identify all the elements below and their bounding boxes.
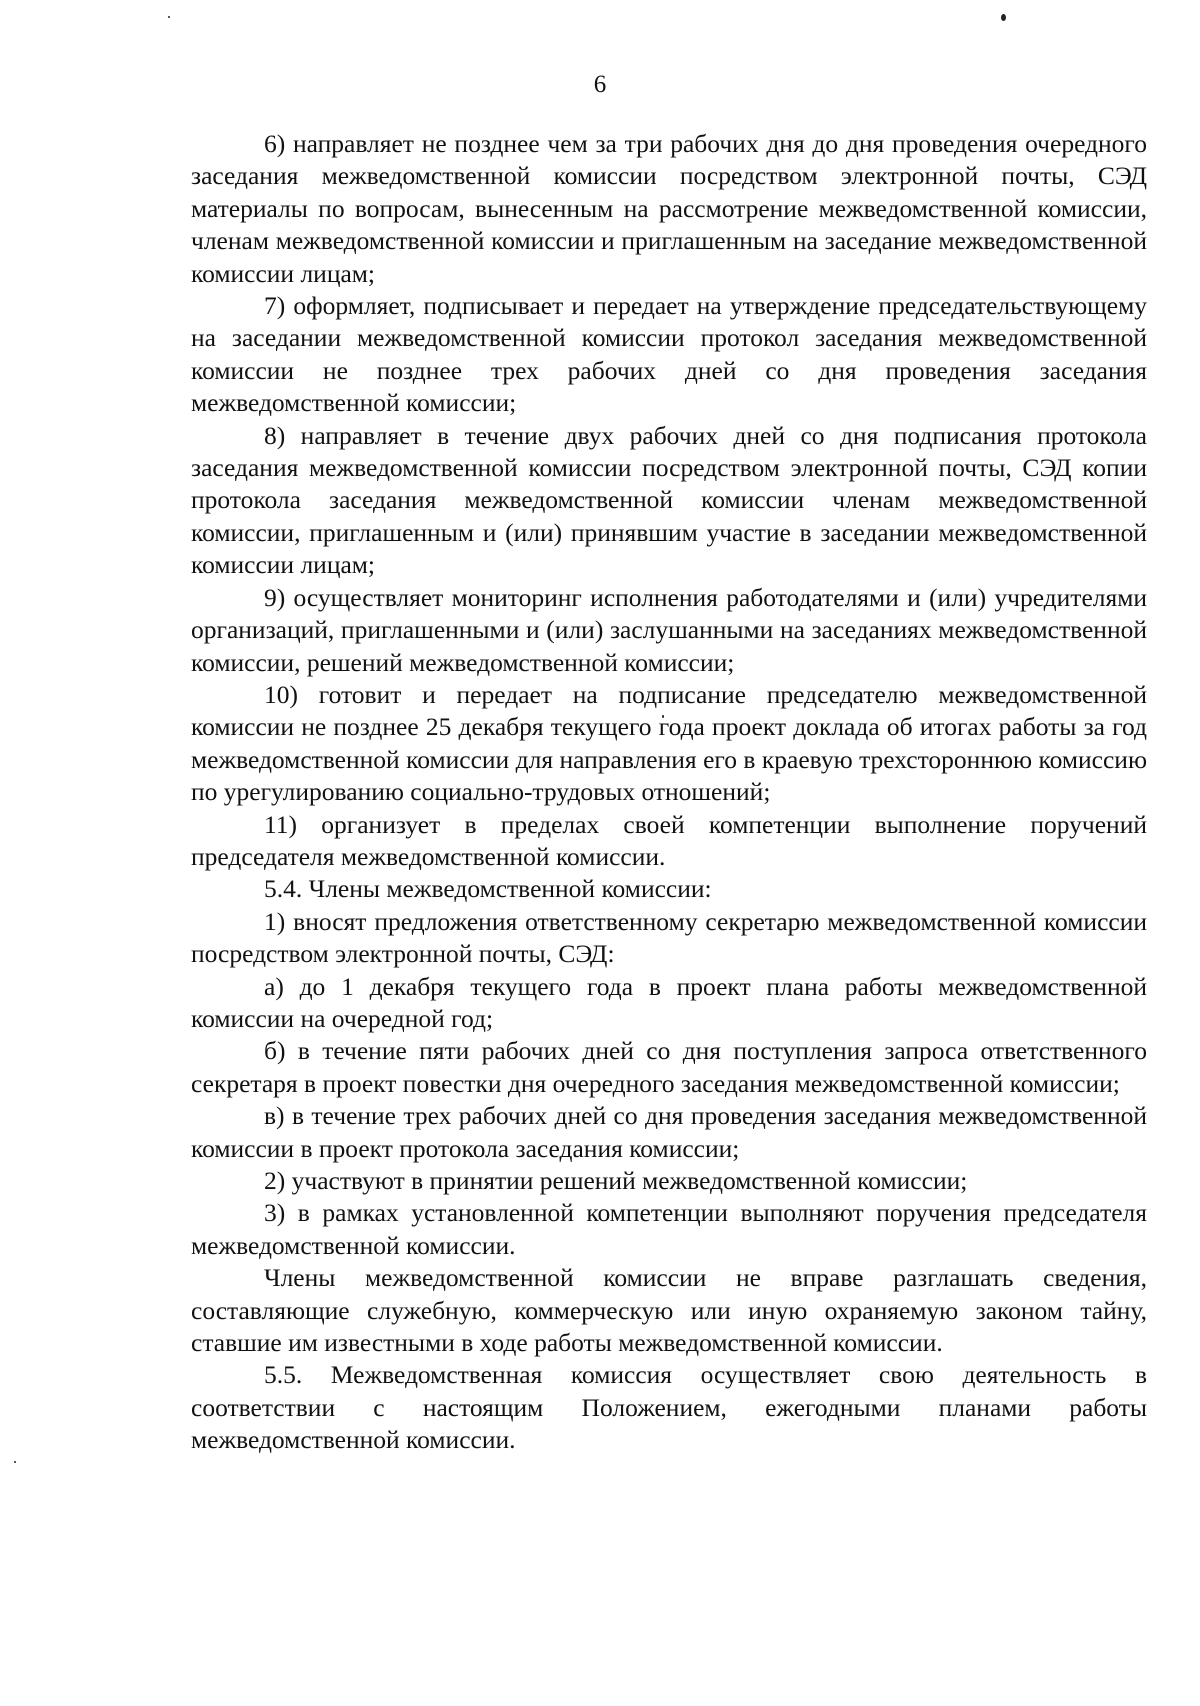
document-body — [191, 128, 1147, 1457]
section-heading-5-4: 5.4. Члены межведомственной комиссии: — [264, 874, 712, 904]
paragraph-item-10: 10) готовит и передает на подписание председателю межведомственной комиссии не позднее 25 декабря текущего года проект доклада об итогах работы за год межведомственной комиссии для направления его в краевую трехстороннюю комиссию по урегулированию социально-трудовых отношений; — [191, 679, 1147, 807]
paragraph-item-11: 11) организует в пределах своей компетенции выполнение поручений председателя межведомственной комиссии. — [191, 809, 1147, 871]
paragraph-item-1: 1) вносят предложения ответственному секретарю межведомственной комиссии посредством электронной почты, СЭД: — [191, 906, 1147, 969]
section-paragraph-5-5: 5.5. Межведомственная комиссия осуществляет свою деятельность в соответствии с настоящим Положением, ежегодными планами работы межведомственной комиссии. — [191, 1360, 1147, 1455]
subparagraph-b: б) в течение пяти рабочих дней со дня поступления запроса ответственного секретаря в проект повестки дня очередного заседания межведомственной комиссии; — [191, 1036, 1147, 1098]
paragraph-item-2: 2) участвуют в принятии решений межведомственной комиссии; — [264, 1166, 968, 1195]
page-number: 6 — [593, 71, 607, 98]
subparagraph-a: а) до 1 декабря текущего года в проект плана работы межведомственной комиссии на очередной год; — [191, 971, 1147, 1033]
scan-speck — [14, 1461, 16, 1463]
paragraph-item-8: 8) направляет в течение двух рабочих дней со дня подписания протокола заседания межведомственной комиссии посредством электронной почты, СЭД копии протокола заседания межведомственной комиссии членам межведомственной комиссии, приглашенным и (или) принявшим участие в заседании межведомственной комиссии лицам; — [191, 420, 1147, 580]
subparagraph-v: в) в течение трех рабочих дней со дня проведения заседания межведомственной комиссии в проект протокола заседания комиссии; — [191, 1101, 1147, 1163]
scan-speck — [168, 16, 170, 18]
paragraph-item-9: 9) осуществляет мониторинг исполнения работодателями и (или) учредителями организаций, приглашенными и (или) заслушанными на заседаниях межведомственной комиссии, решений межведомственной комиссии; — [191, 582, 1147, 677]
paragraph-confidentiality: Члены межведомственной комиссии не вправе разглашать сведения, составляющие служебную, коммерческую или иную охраняемую законом тайну, ставшие им известными в ходе работы межведомственной комиссии. — [191, 1263, 1147, 1358]
scan-speck — [1001, 14, 1006, 21]
paragraph-item-7: 7) оформляет, подписывает и передает на утверждение председательствующему на заседании межведомственной комиссии протокол заседания межведомственной комиссии не позднее трех рабочих дней со дня проведения заседания межведомственной комиссии; — [191, 291, 1147, 418]
paragraph-item-6: 6) направляет не позднее чем за три рабочих дня до дня проведения очередного заседания межведомственной комиссии посредством электронной почты, СЭД материалы по вопросам, вынесенным на рассмотрение межведомственной комиссии, членам межведомственной комиссии и приглашенным на заседание межведомственной комиссии лицам; — [191, 129, 1147, 288]
paragraph-item-3: 3) в рамках установленной компетенции выполняют поручения председателя межведомственной комиссии. — [191, 1198, 1147, 1260]
